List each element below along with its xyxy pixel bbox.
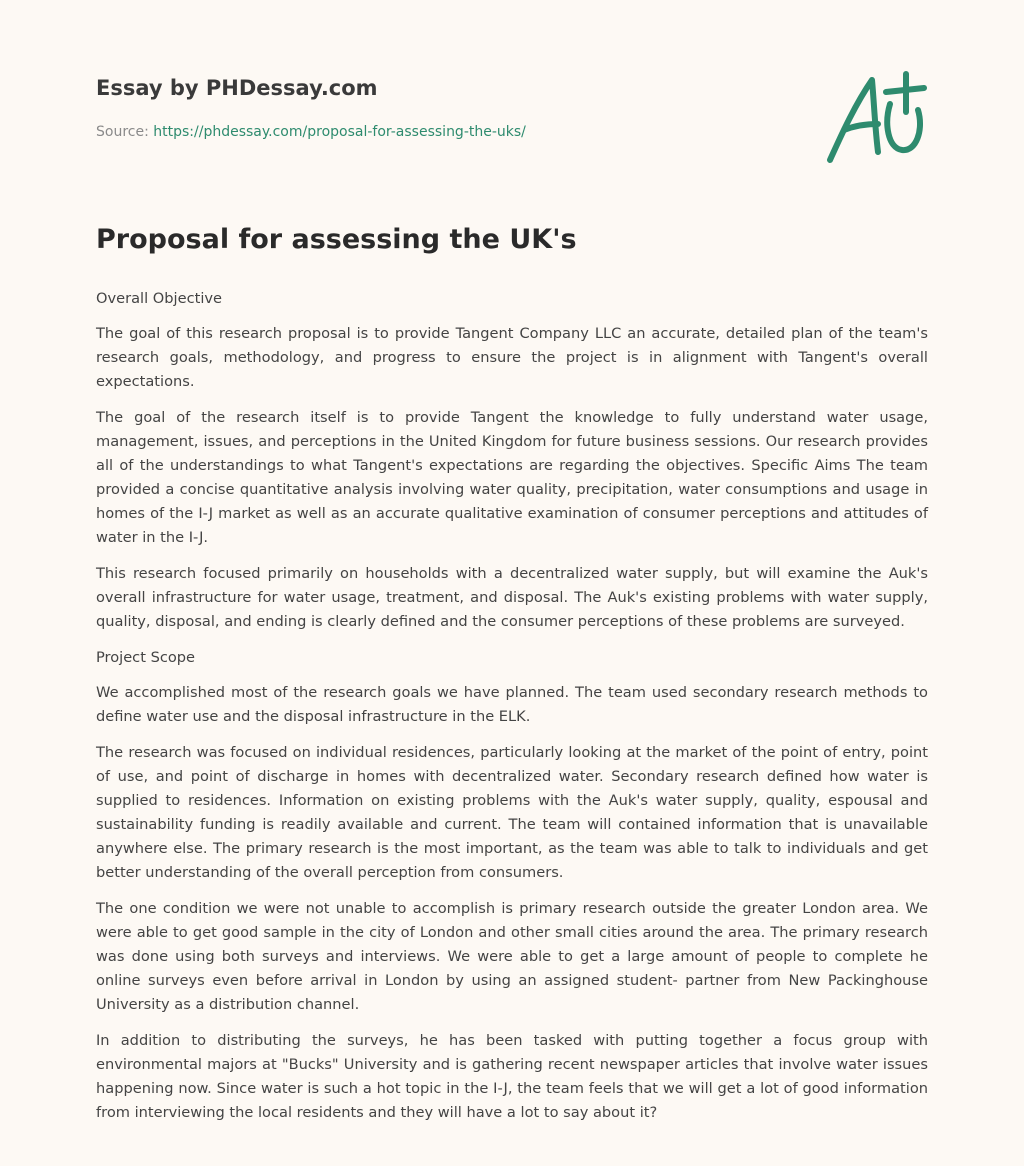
paragraph: We accomplished most of the research goals we have planned. The team used secondary research methods to define water use and the disposal infrastructure in the ELK. <box>96 684 928 725</box>
paragraph: The goal of the research itself is to provide Tangent the knowledge to fully understand water usage, management, issues, and perceptions in the United Kingdom for future business sessions. Our research provides all of the understandings to what Tangent's expectations are regarding the objectives. Specific Aims The team provided a concise quantitative analysis involving water quality, precipitation, water consumptions and usage in homes of the I-J market as well as an accurate qualitative examination of consumer perceptions and attitudes of water in the I-J. <box>96 409 928 546</box>
a-plus-grade-icon <box>820 68 930 168</box>
site-brand: Essay by PHDessay.com <box>96 76 378 100</box>
section-heading-project-scope: Project Scope <box>96 649 196 666</box>
essay-body <box>96 287 928 1137</box>
source-link[interactable]: https://phdessay.com/proposal-for-assessing-the-uks/ <box>153 124 526 140</box>
section-heading-overall-objective: Overall Objective <box>96 290 222 307</box>
source-label: Source: <box>96 124 149 140</box>
paragraph: The research was focused on individual residences, particularly looking at the market of the point of entry, point of use, and point of discharge in homes with decentralized water. Secondary research defined how water is supplied to residences. Information on existing problems with the Auk's water supply, quality, espousal and sustainability funding is readily available and current. The team will contained information that is unavailable anywhere else. The primary research is the most important, as the team was able to talk to individuals and get better understanding of the overall perception from consumers. <box>96 744 928 881</box>
source-line <box>96 124 526 140</box>
paragraph: In addition to distributing the surveys, he has been tasked with putting together a focus group with environmental majors at "Bucks" University and is gathering recent newspaper articles that involve water issues happening now. Since water is such a hot topic in the I-J, the team feels that we will get a lot of good information from interviewing the local residents and they will have a lot to say about it? <box>96 1032 928 1121</box>
paragraph: The one condition we were not unable to accomplish is primary research outside the greater London area. We were able to get good sample in the city of London and other small cities around the area. The primary research was done using both surveys and interviews. We were able to get a large amount of people to complete he online surveys even before arrival in London by using an assigned student- partner from New Packinghouse University as a distribution channel. <box>96 900 928 1013</box>
essay-title: Proposal for assessing the UK's <box>96 224 577 255</box>
paragraph: The goal of this research proposal is to provide Tangent Company LLC an accurate, detailed plan of the team's research goals, methodology, and progress to ensure the project is in alignment with Tangent's overall expectations. <box>96 325 928 390</box>
paragraph: This research focused primarily on households with a decentralized water supply, but will examine the Auk's overall infrastructure for water usage, treatment, and disposal. The Auk's existing problems with water supply, quality, disposal, and ending is clearly defined and the consumer perceptions of these problems are surveyed. <box>96 565 928 630</box>
